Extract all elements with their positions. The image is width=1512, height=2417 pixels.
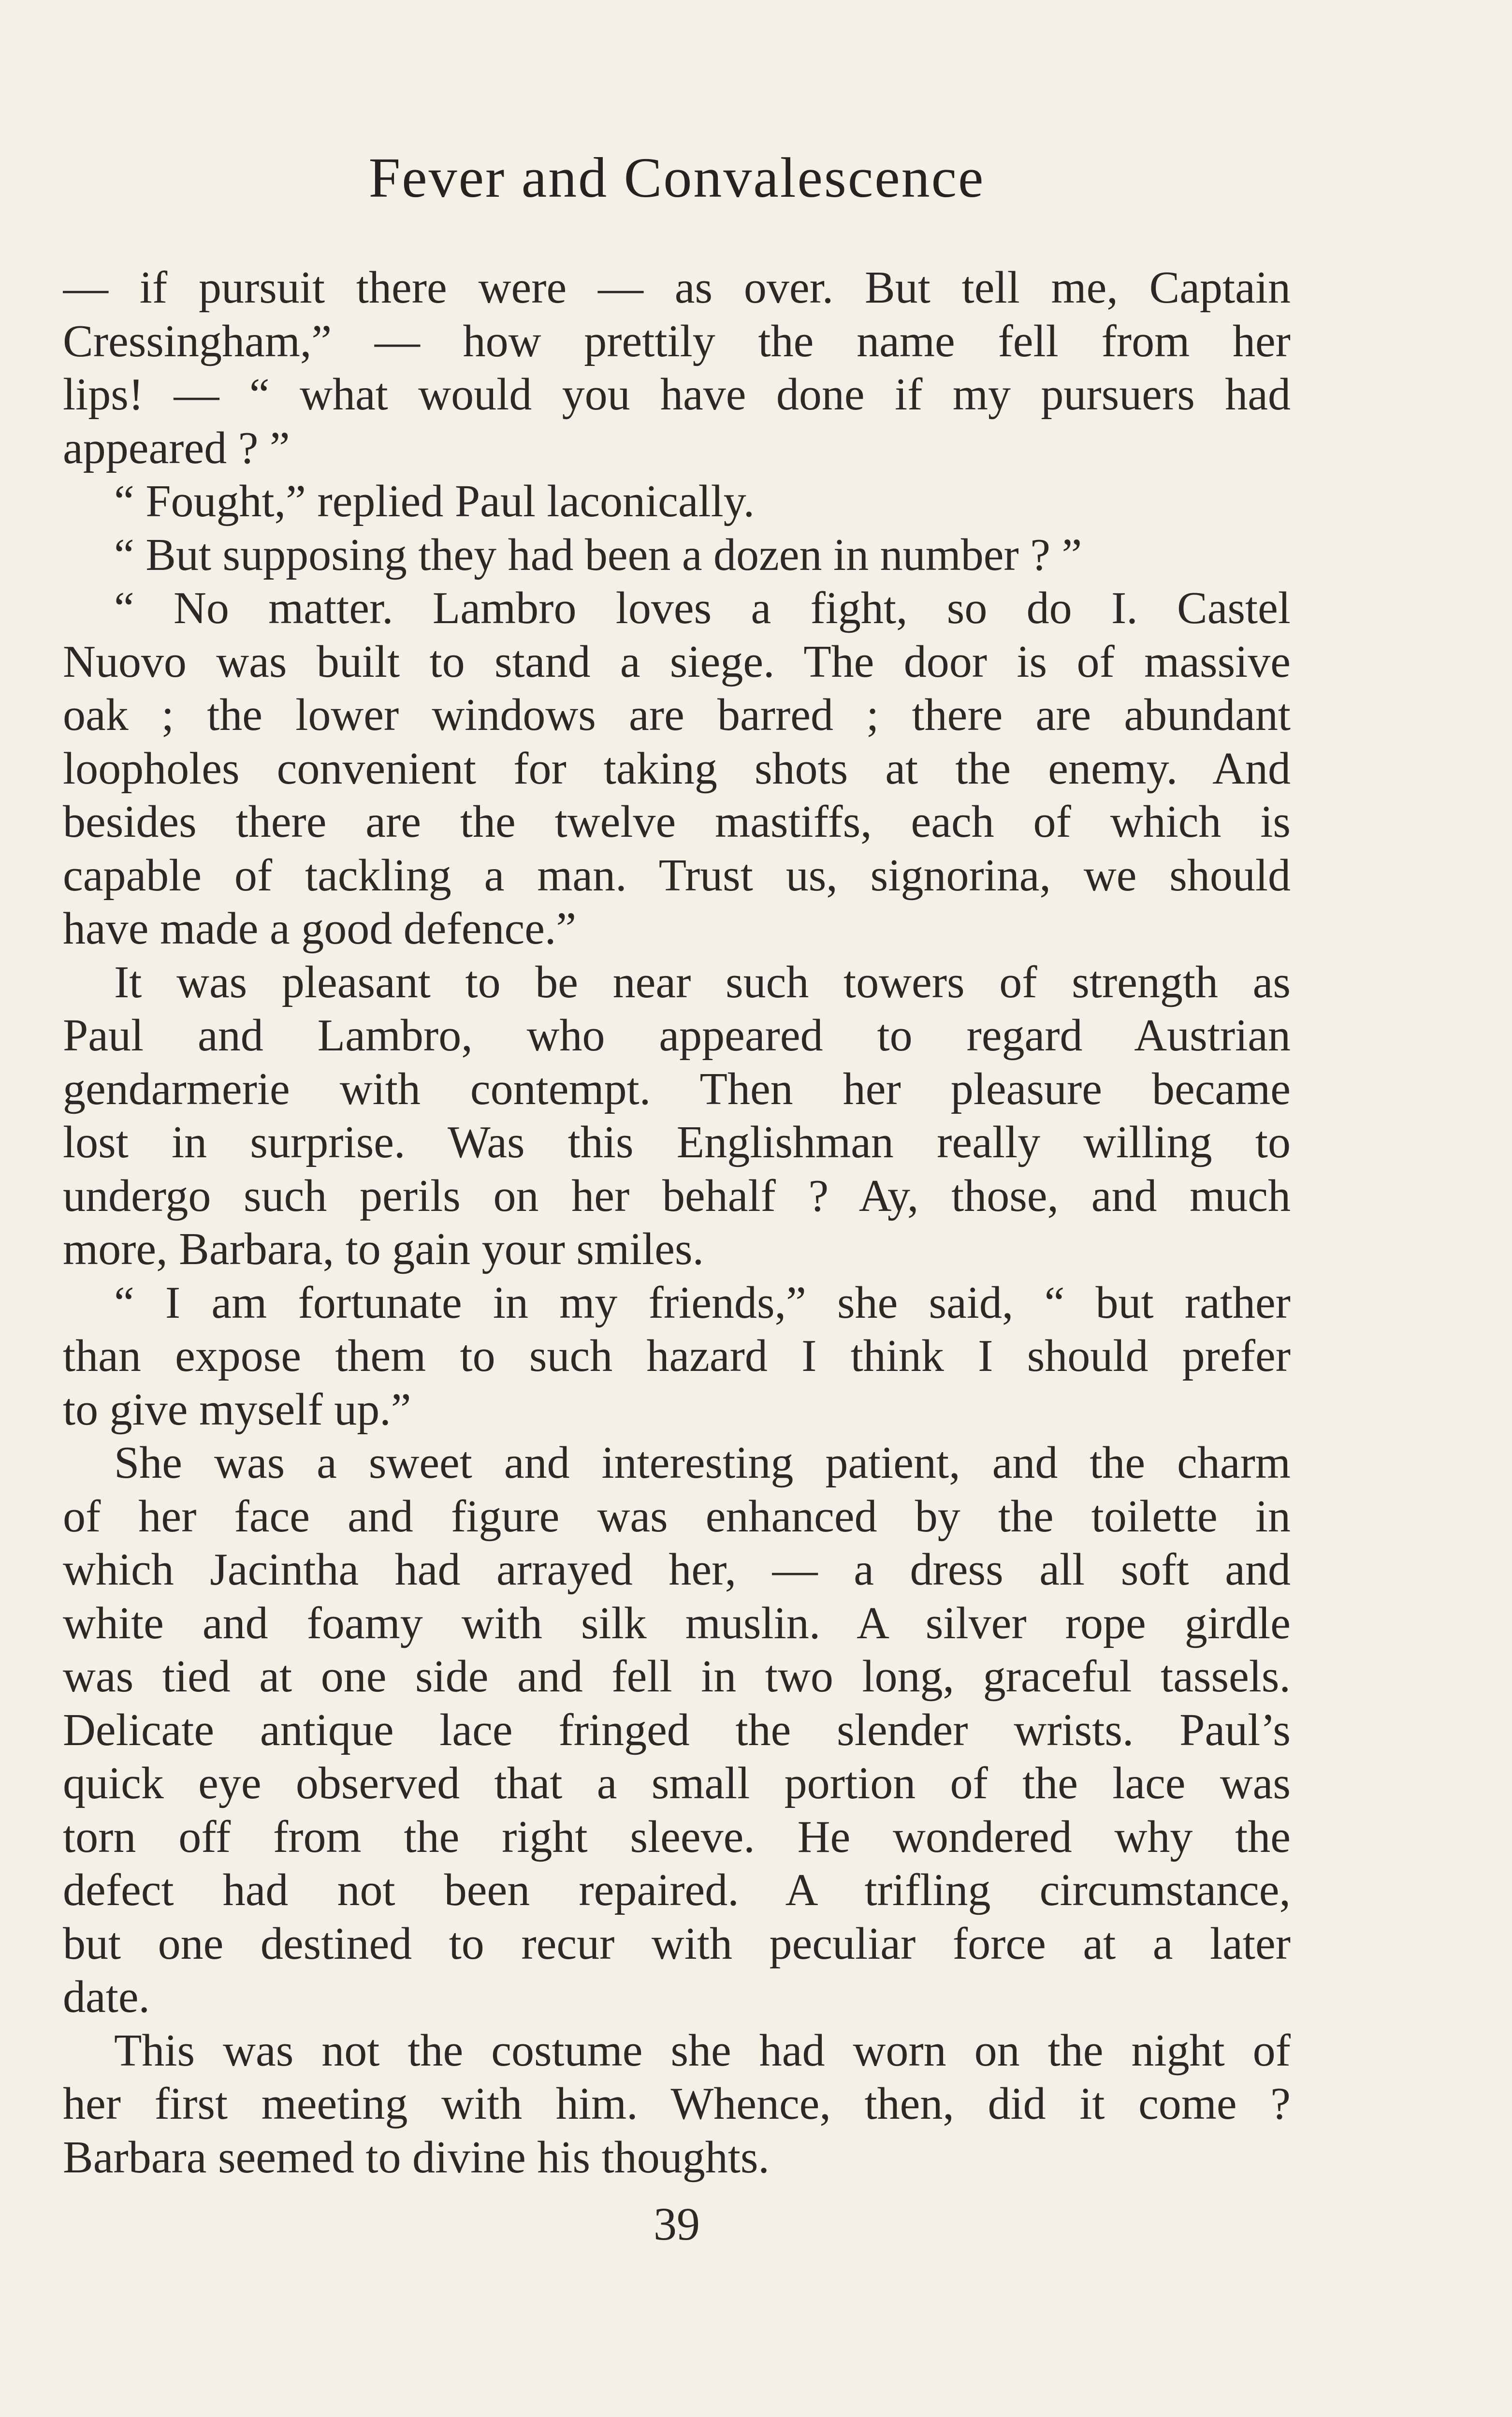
- text-line: “ But supposing they had been a dozen in number ? ”: [114, 529, 1082, 580]
- text-line: have made a good defence.”: [63, 903, 577, 954]
- text-line: than expose them to such hazard I think I should prefer: [63, 1331, 1291, 1381]
- text-line: white and foamy with silk muslin. A silver rope girdle: [63, 1598, 1291, 1648]
- text-line: her first meeting with him. Whence, then, did it come ?: [63, 2079, 1291, 2129]
- text-line: Delicate antique lace fringed the slender wrists. Paul’s: [63, 1704, 1291, 1755]
- text-line: lost in surprise. Was this Englishman really willing to: [63, 1117, 1291, 1167]
- text-line: oak ; the lower windows are barred ; there are abundant: [63, 690, 1291, 740]
- text-line: “ Fought,” replied Paul laconically.: [114, 476, 755, 526]
- text-line: was tied at one side and fell in two long, graceful tassels.: [63, 1651, 1291, 1702]
- text-line: Cressingham,” — how prettily the name fell from her: [63, 316, 1291, 366]
- text-line: It was pleasant to be near such towers of strength as: [114, 957, 1291, 1007]
- page-number: 39: [654, 2198, 700, 2250]
- text-line: date.: [63, 1972, 150, 2022]
- body-text: [63, 261, 1291, 2184]
- text-line: — if pursuit there were — as over. But tell me, Captain: [63, 262, 1291, 313]
- text-line: undergo such perils on her behalf ? Ay, those, and much: [63, 1170, 1291, 1221]
- text-line: Barbara seemed to divine his thoughts.: [63, 2132, 770, 2183]
- text-line: Paul and Lambro, who appeared to regard Austrian: [63, 1010, 1291, 1061]
- text-line: but one destined to recur with peculiar force at a later: [63, 1918, 1291, 1969]
- text-line: appeared ? ”: [63, 422, 290, 473]
- text-line: This was not the costume she had worn on the night of: [114, 2025, 1291, 2076]
- text-line: defect had not been repaired. A trifling circumstance,: [63, 1865, 1291, 1915]
- text-line: to give myself up.”: [63, 1384, 411, 1435]
- text-line: quick eye observed that a small portion of the lace was: [63, 1758, 1291, 1808]
- text-line: capable of tackling a man. Trust us, signorina, we should: [63, 850, 1291, 901]
- text-line: She was a sweet and interesting patient, and the charm: [114, 1438, 1291, 1488]
- text-line: “ I am fortunate in my friends,” she said, “ but rather: [114, 1277, 1291, 1328]
- text-line: Nuovo was built to stand a siege. The door is of massive: [63, 636, 1291, 687]
- text-line: besides there are the twelve mastiffs, each of which is: [63, 797, 1291, 847]
- text-line: of her face and figure was enhanced by the toilette in: [63, 1491, 1291, 1542]
- text-line: more, Barbara, to gain your smiles.: [63, 1224, 704, 1274]
- text-line: loopholes convenient for taking shots at the enemy. And: [63, 743, 1291, 794]
- text-line: gendarmerie with contempt. Then her pleasure became: [63, 1063, 1291, 1114]
- text-line: lips! — “ what would you have done if my pursuers had: [63, 369, 1291, 420]
- running-head: Fever and Convalescence: [368, 146, 985, 209]
- text-line: which Jacintha had arrayed her, — a dress all soft and: [63, 1544, 1291, 1595]
- text-line: “ No matter. Lambro loves a fight, so do I. Castel: [114, 583, 1291, 633]
- text-line: torn off from the right sleeve. He wondered why the: [63, 1811, 1291, 1862]
